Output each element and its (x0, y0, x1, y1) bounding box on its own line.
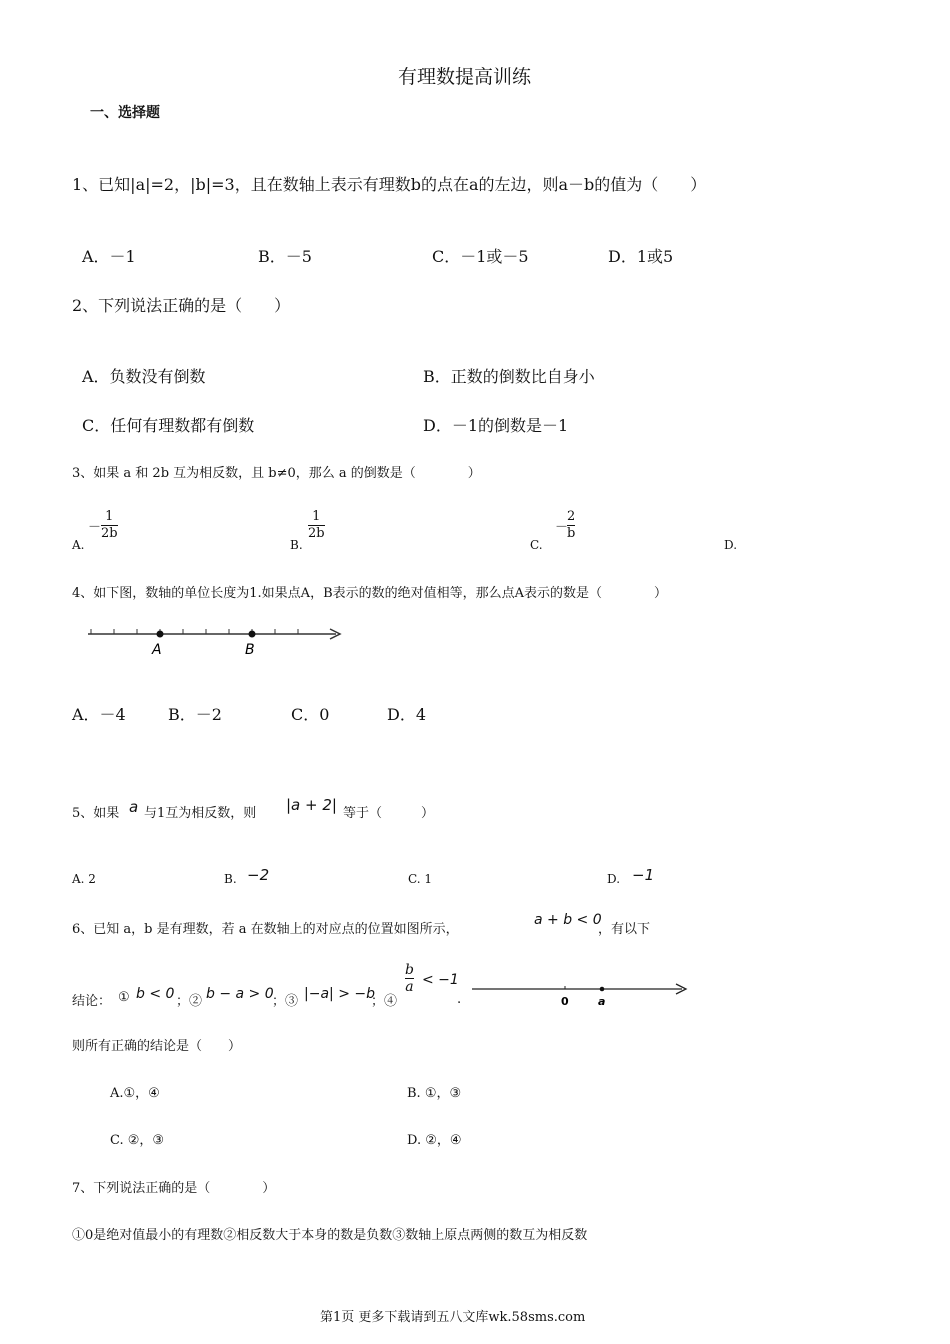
q6-c3: |−a| > −b (304, 986, 375, 1002)
q6-condition: a + b < 0 (534, 912, 602, 928)
page-title: 有理数提高训练 (398, 66, 532, 88)
q3-a-numerator: 1 (105, 509, 114, 524)
q6-c4-rest: < −1 (422, 972, 459, 988)
q3-c-denominator: b (567, 526, 576, 541)
q5-value-d: −1 (632, 866, 655, 884)
q5-var: a (129, 798, 139, 816)
q6-c2: b − a > 0 (206, 986, 274, 1002)
q3-a-denominator: 2b (101, 526, 118, 541)
q6-c1: b < 0 (136, 986, 175, 1002)
q6-c4-numerator: b (405, 962, 414, 978)
q2-option-d[interactable]: D．－1的倒数是－1 (423, 416, 569, 435)
q3-label-a[interactable]: A. (72, 538, 85, 552)
q2-option-a[interactable]: A．负数没有倒数 (82, 367, 206, 386)
q3-label-c[interactable]: C. (530, 538, 543, 552)
q6-c3-mark: ；③ (272, 994, 299, 1009)
q3-b-numerator: 1 (312, 509, 321, 524)
q5-mid: 与1互为相反数，则 (144, 806, 257, 821)
q3-a-sign: － (88, 520, 102, 535)
page-footer: 第1页 更多下载请到五八文库wk.58sms.com (320, 1310, 586, 1325)
q6-c4-mark: ；④ (371, 994, 398, 1009)
q4-option-d[interactable]: D．4 (387, 705, 427, 724)
q3-stem: 3、如果 a 和 2b 互为相反数，且 b≠0，那么 a 的倒数是（ ） (72, 466, 481, 481)
q5-value-b: −2 (247, 866, 270, 884)
q5-pre: 5、如果 (72, 806, 120, 821)
q6-c2-mark: ；② (176, 994, 203, 1009)
q4-label-b: B (245, 642, 255, 658)
q1-option-c[interactable]: C．－1或－5 (432, 247, 529, 266)
q4-point-b (249, 631, 256, 638)
q2-stem: 2、下列说法正确的是（ ） (72, 296, 291, 315)
q1-option-d[interactable]: D．1或5 (608, 247, 674, 266)
q5-expr: |a + 2| (286, 796, 337, 814)
q6-a-label: a (598, 995, 606, 1008)
q3-b-fraction (308, 509, 325, 542)
q5-option-c[interactable]: C. 1 (408, 872, 433, 886)
q6-option-b[interactable]: B. ①，③ (407, 1086, 462, 1101)
q7-stem: 7、下列说法正确的是（ ） (72, 1181, 276, 1196)
q1-stem: 1、已知|a|=2，|b|=3，且在数轴上表示有理数b的点在a的左边，则a－b的值为（ ） (72, 175, 707, 194)
q4-stem: 4、如下图，数轴的单位长度为1.如果点A，B表示的数的绝对值相等，那么点A表示的数是（ ） (72, 586, 668, 601)
q4-option-b[interactable]: B．－2 (168, 705, 222, 724)
q5-label-b[interactable]: B. (224, 872, 237, 886)
q3-label-d[interactable]: D. (724, 538, 738, 552)
q3-c-numerator: 2 (567, 509, 576, 524)
q3-b-denominator: 2b (308, 526, 325, 541)
q4-option-c[interactable]: C．0 (291, 705, 330, 724)
section-heading: 一、选择题 (90, 105, 160, 121)
q6-zero-label: 0 (561, 995, 569, 1008)
q6-option-c[interactable]: C. ②，③ (110, 1133, 165, 1148)
q6-c4-denominator: a (405, 979, 414, 995)
q1-option-a[interactable]: A．－1 (82, 247, 136, 266)
q5-post: 等于（ ） (343, 806, 435, 821)
q6-number-line (470, 978, 692, 1010)
q4-number-line (86, 622, 348, 662)
q2-option-b[interactable]: B．正数的倒数比自身小 (423, 367, 595, 386)
q6-option-d[interactable]: D. ②，④ (407, 1133, 462, 1148)
q7-statements: ①0是绝对值最小的有理数②相反数大于本身的数是负数③数轴上原点两侧的数互为相反数 (72, 1228, 588, 1243)
q6-ask: 则所有正确的结论是（ ） (72, 1039, 242, 1054)
q3-c-fraction (567, 509, 575, 542)
q6-point-a (600, 987, 605, 992)
q1-option-b[interactable]: B．－5 (258, 247, 312, 266)
q6-period: . (457, 992, 462, 1007)
q3-a-fraction (101, 509, 118, 542)
q4-label-a: A (152, 642, 162, 658)
q5-option-a[interactable]: A. 2 (72, 872, 96, 886)
q6-c4-fraction (405, 962, 414, 995)
q4-option-a[interactable]: A．－4 (72, 705, 126, 724)
q6-c1-mark: ① (118, 990, 130, 1005)
q3-c-sign: － (555, 520, 569, 535)
q5-label-d[interactable]: D. (607, 872, 621, 886)
q6-stem-end: ，有以下 (598, 922, 651, 937)
q6-conclusion-label: 结论： (72, 994, 112, 1009)
q6-stem: 6、已知 a，b 是有理数，若 a 在数轴上的对应点的位置如图所示， (72, 922, 459, 937)
q3-label-b[interactable]: B. (290, 538, 303, 552)
q6-option-a[interactable]: A.①，④ (110, 1086, 160, 1101)
q4-point-a (157, 631, 164, 638)
q2-option-c[interactable]: C．任何有理数都有倒数 (82, 416, 255, 435)
